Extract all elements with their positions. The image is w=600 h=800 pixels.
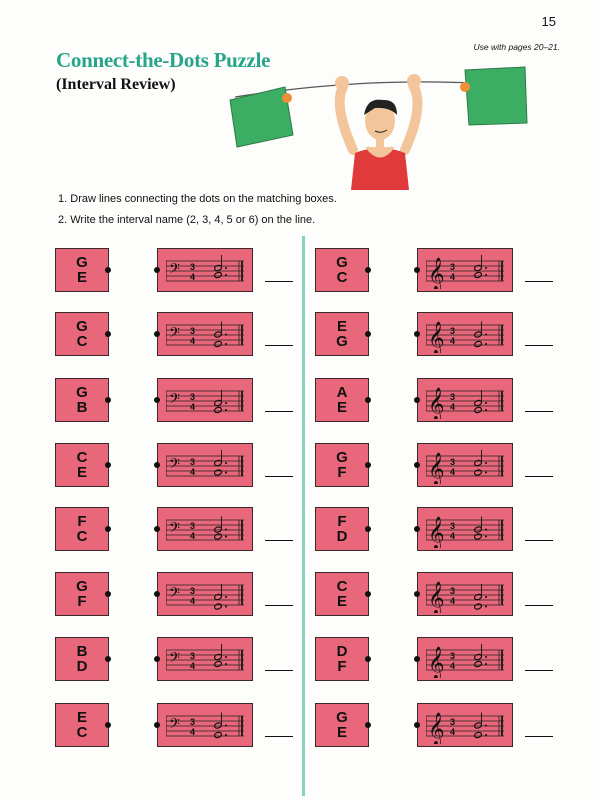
weightlifter-illustration — [225, 55, 545, 190]
svg-text:3: 3 — [450, 326, 456, 336]
letter-bottom: F — [337, 464, 347, 481]
letter-top: C — [76, 449, 88, 466]
connect-dot[interactable] — [105, 267, 111, 273]
letter-top: G — [336, 709, 348, 726]
letter-top: F — [337, 513, 347, 530]
letter-top: A — [336, 384, 348, 401]
letter-top: B — [76, 643, 88, 660]
letter-bottom: C — [76, 528, 88, 545]
page-subtitle: (Interval Review) — [56, 76, 176, 93]
letter-bottom: C — [76, 333, 88, 350]
svg-text:4: 4 — [190, 531, 196, 541]
svg-text:3: 3 — [190, 262, 196, 272]
treble-clef-icon: 𝄞 — [428, 516, 445, 548]
connect-dot[interactable] — [365, 656, 371, 662]
treble-staff-measure — [426, 383, 506, 419]
letter-box[interactable] — [55, 637, 109, 681]
svg-text:3: 3 — [450, 457, 456, 467]
letter-box[interactable] — [55, 572, 109, 616]
bass-clef-icon: 𝄢 — [169, 456, 180, 476]
staff-box[interactable] — [157, 507, 253, 551]
treble-staff-measure — [426, 253, 506, 289]
treble-clef-icon: 𝄞 — [428, 646, 445, 678]
svg-text:4: 4 — [450, 467, 456, 477]
staff-box[interactable] — [157, 248, 253, 292]
svg-text:4: 4 — [450, 272, 456, 282]
connect-dot[interactable] — [154, 331, 160, 337]
svg-text:3: 3 — [190, 457, 196, 467]
letter-box[interactable] — [55, 248, 109, 292]
bass-clef-icon: 𝄢 — [169, 261, 180, 281]
connect-dot[interactable] — [154, 267, 160, 273]
svg-text:3: 3 — [190, 586, 196, 596]
letter-bottom: F — [77, 593, 87, 610]
connect-dot[interactable] — [105, 722, 111, 728]
staff-box[interactable] — [417, 248, 513, 292]
treble-clef-icon: 𝄞 — [428, 712, 445, 744]
treble-clef-icon: 𝄞 — [428, 321, 445, 353]
bass-staff-measure — [166, 448, 246, 484]
staff-box[interactable] — [417, 572, 513, 616]
letter-box[interactable] — [315, 703, 369, 747]
letter-bottom: B — [76, 399, 88, 416]
connect-dot[interactable] — [365, 722, 371, 728]
bass-clef-icon: 𝄢 — [169, 716, 180, 736]
connect-dot[interactable] — [154, 462, 160, 468]
bass-staff-measure — [166, 708, 246, 744]
letter-top: D — [336, 643, 348, 660]
letter-box[interactable] — [55, 312, 109, 356]
staff-box[interactable] — [417, 637, 513, 681]
treble-staff-measure — [426, 512, 506, 548]
connect-dot[interactable] — [154, 526, 160, 532]
treble-clef-icon: 𝄞 — [428, 257, 445, 289]
svg-text:4: 4 — [190, 467, 196, 477]
letter-box[interactable] — [315, 378, 369, 422]
answer-line[interactable] — [525, 411, 553, 412]
connect-dot[interactable] — [414, 722, 420, 728]
letter-top: G — [76, 254, 88, 271]
letter-top: F — [77, 513, 87, 530]
bass-staff-measure — [166, 317, 246, 353]
answer-line[interactable] — [265, 670, 293, 671]
bass-staff-measure — [166, 383, 246, 419]
answer-line[interactable] — [265, 605, 293, 606]
use-with-note: Use with pages 20–21. — [473, 42, 560, 52]
treble-staff-measure — [426, 642, 506, 678]
treble-clef-icon: 𝄞 — [428, 581, 445, 613]
letter-box[interactable] — [315, 443, 369, 487]
svg-text:4: 4 — [190, 661, 196, 671]
answer-line[interactable] — [265, 476, 293, 477]
answer-line[interactable] — [265, 281, 293, 282]
svg-text:3: 3 — [450, 392, 456, 402]
letter-box[interactable] — [315, 312, 369, 356]
staff-box[interactable] — [417, 507, 513, 551]
svg-text:3: 3 — [190, 392, 196, 402]
answer-line[interactable] — [265, 736, 293, 737]
answer-line[interactable] — [525, 345, 553, 346]
staff-box[interactable] — [157, 572, 253, 616]
svg-text:3: 3 — [190, 521, 196, 531]
treble-staff-measure — [426, 577, 506, 613]
letter-top: C — [336, 578, 348, 595]
letter-box[interactable] — [315, 507, 369, 551]
connect-dot[interactable] — [414, 526, 420, 532]
svg-text:4: 4 — [450, 336, 456, 346]
answer-line[interactable] — [525, 605, 553, 606]
treble-staff-measure — [426, 317, 506, 353]
connect-dot[interactable] — [414, 331, 420, 337]
staff-box[interactable] — [157, 443, 253, 487]
bass-clef-icon: 𝄢 — [169, 520, 180, 540]
svg-text:3: 3 — [450, 717, 456, 727]
answer-line[interactable] — [525, 670, 553, 671]
page-title: Connect-the-Dots Puzzle — [56, 48, 271, 72]
connect-dot[interactable] — [414, 267, 420, 273]
connect-dot[interactable] — [414, 397, 420, 403]
instruction-number: 2. — [58, 214, 68, 226]
instruction-text: Write the interval name (2, 3, 4, 5 or 6) on the line. — [70, 214, 316, 226]
svg-text:3: 3 — [190, 326, 196, 336]
letter-box[interactable] — [315, 248, 369, 292]
treble-clef-icon: 𝄞 — [428, 387, 445, 419]
bass-clef-icon: 𝄢 — [169, 325, 180, 345]
staff-box[interactable] — [157, 637, 253, 681]
svg-text:3: 3 — [450, 521, 456, 531]
answer-line[interactable] — [525, 540, 553, 541]
column-divider — [302, 236, 305, 796]
letter-box[interactable] — [315, 637, 369, 681]
letter-top: G — [76, 384, 88, 401]
svg-text:4: 4 — [450, 402, 456, 412]
letter-box[interactable] — [55, 703, 109, 747]
treble-clef-icon: 𝄞 — [428, 452, 445, 484]
staff-box[interactable] — [157, 703, 253, 747]
connect-dot[interactable] — [154, 722, 160, 728]
svg-text:4: 4 — [190, 336, 196, 346]
answer-line[interactable] — [525, 736, 553, 737]
letter-bottom: G — [336, 333, 348, 350]
letter-bottom: F — [337, 658, 347, 675]
page-number: 15 — [541, 14, 556, 29]
bass-staff-measure — [166, 253, 246, 289]
letter-bottom: E — [336, 724, 347, 741]
letter-box[interactable] — [55, 507, 109, 551]
svg-text:4: 4 — [450, 531, 456, 541]
answer-line[interactable] — [525, 476, 553, 477]
answer-line[interactable] — [525, 281, 553, 282]
connect-dot[interactable] — [365, 397, 371, 403]
staff-box[interactable] — [157, 312, 253, 356]
svg-text:3: 3 — [190, 717, 196, 727]
connect-dot[interactable] — [105, 526, 111, 532]
letter-bottom: E — [336, 399, 347, 416]
svg-text:4: 4 — [190, 402, 196, 412]
connect-dot[interactable] — [365, 526, 371, 532]
letter-box[interactable] — [315, 572, 369, 616]
svg-text:4: 4 — [450, 727, 456, 737]
instruction-1 — [58, 193, 337, 205]
staff-box[interactable] — [157, 378, 253, 422]
bass-clef-icon: 𝄢 — [169, 585, 180, 605]
letter-top: G — [336, 254, 348, 271]
connect-dot[interactable] — [105, 397, 111, 403]
answer-line[interactable] — [265, 411, 293, 412]
connect-dot[interactable] — [154, 656, 160, 662]
letter-bottom: C — [76, 724, 88, 741]
svg-text:4: 4 — [190, 727, 196, 737]
connect-dot[interactable] — [365, 462, 371, 468]
letter-top: E — [76, 709, 87, 726]
connect-dot[interactable] — [105, 656, 111, 662]
connect-dot[interactable] — [414, 462, 420, 468]
bass-clef-icon: 𝄢 — [169, 391, 180, 411]
connect-dot[interactable] — [154, 397, 160, 403]
letter-bottom: E — [76, 269, 87, 286]
bass-staff-measure — [166, 512, 246, 548]
treble-staff-measure — [426, 448, 506, 484]
bass-clef-icon: 𝄢 — [169, 650, 180, 670]
svg-text:3: 3 — [450, 262, 456, 272]
letter-top: G — [76, 318, 88, 335]
letter-box[interactable] — [55, 378, 109, 422]
connect-dot[interactable] — [365, 591, 371, 597]
svg-text:4: 4 — [190, 596, 196, 606]
connect-dot[interactable] — [365, 331, 371, 337]
letter-top: G — [336, 449, 348, 466]
staff-box[interactable] — [417, 378, 513, 422]
letter-box[interactable] — [55, 443, 109, 487]
answer-line[interactable] — [265, 345, 293, 346]
letter-bottom: D — [336, 528, 348, 545]
svg-text:3: 3 — [190, 651, 196, 661]
instruction-number: 1. — [58, 193, 68, 205]
instruction-text: Draw lines connecting the dots on the matching boxes. — [70, 193, 337, 205]
svg-text:3: 3 — [450, 651, 456, 661]
svg-text:4: 4 — [450, 596, 456, 606]
letter-bottom: E — [76, 464, 87, 481]
connect-dot[interactable] — [105, 331, 111, 337]
svg-text:3: 3 — [450, 586, 456, 596]
bass-staff-measure — [166, 577, 246, 613]
connect-dot[interactable] — [105, 591, 111, 597]
letter-top: E — [336, 318, 347, 335]
connect-dot[interactable] — [105, 462, 111, 468]
staff-box[interactable] — [417, 443, 513, 487]
connect-dot[interactable] — [414, 591, 420, 597]
staff-box[interactable] — [417, 703, 513, 747]
answer-line[interactable] — [265, 540, 293, 541]
letter-top: G — [76, 578, 88, 595]
letter-bottom: C — [336, 269, 348, 286]
treble-staff-measure — [426, 708, 506, 744]
letter-bottom: E — [336, 593, 347, 610]
staff-box[interactable] — [417, 312, 513, 356]
svg-text:4: 4 — [450, 661, 456, 671]
connect-dot[interactable] — [414, 656, 420, 662]
svg-text:4: 4 — [190, 272, 196, 282]
connect-dot[interactable] — [154, 591, 160, 597]
connect-dot[interactable] — [365, 267, 371, 273]
letter-bottom: D — [76, 658, 88, 675]
bass-staff-measure — [166, 642, 246, 678]
instruction-2 — [58, 214, 315, 226]
